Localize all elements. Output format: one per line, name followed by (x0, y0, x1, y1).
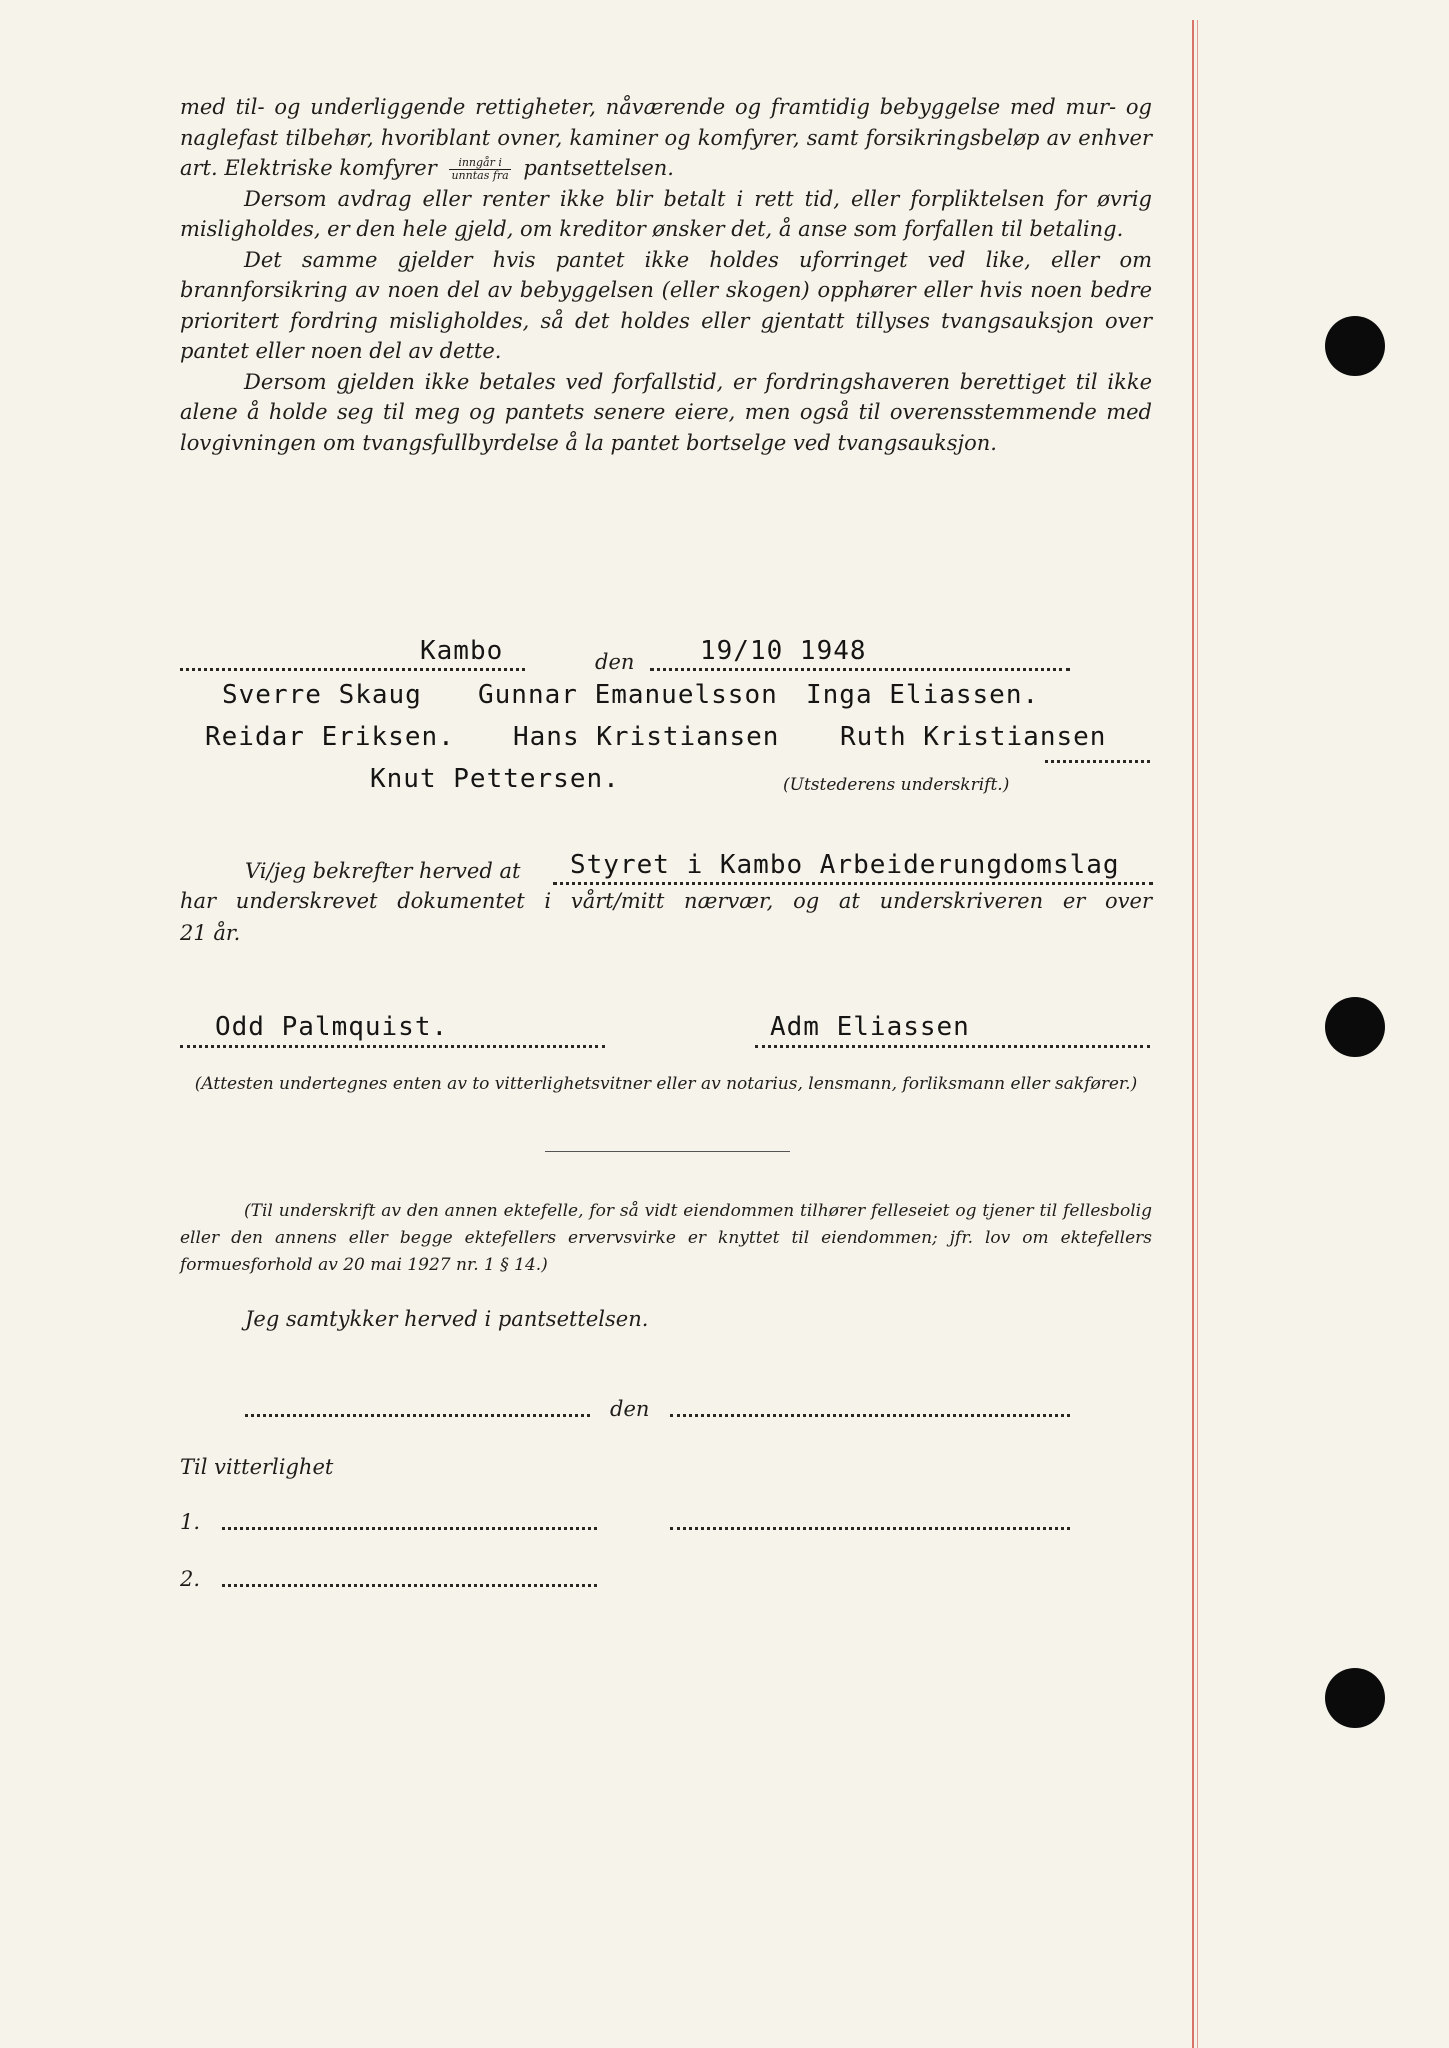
signer-1: Sverre Skaug (222, 680, 422, 710)
paragraph-forced-sale: Dersom gjelden ikke betales ved forfallstid, er fordringshaveren berettiget til ikke alene å holde seg til meg og pantets senere eiere, men også til overensstemmende med lovgivningen om tvangsfullbyrdelse å la pantet bortselge ved tvangsauksjon. (180, 369, 1152, 455)
witness-line-1a (222, 1527, 597, 1530)
punch-hole (1325, 316, 1385, 376)
witness-1-dotted-line (180, 1045, 605, 1048)
confirmation-prefix: Vi/jeg bekrefter herved at (245, 859, 521, 883)
confirmation-age: 21 år. (180, 921, 241, 945)
witness-line-2 (222, 1584, 597, 1587)
place-handwritten: Kambo (420, 636, 504, 666)
confirmation-dotted-line (553, 882, 1153, 885)
margin-line-secondary (1197, 20, 1198, 2048)
place-dotted-line (180, 668, 525, 671)
signature-dotted-line (1045, 760, 1150, 763)
margin-line (1192, 20, 1194, 2048)
paragraph-pledge-scope-text: med til- og underliggende rettigheter, nåværende og framtidig bebyggelse med mur- og naglefast tilbehør, hvoriblant ovner, kaminer og komfyrer, samt forsikringsbeløp av enhver art. Elektriske komfyrer (180, 95, 1152, 180)
witness-heading: Til vitterlighet (180, 1455, 334, 1479)
section-divider (545, 1151, 790, 1152)
witness-number-2: 2. (180, 1567, 201, 1591)
signer-4: Reidar Eriksen. (205, 722, 455, 752)
issuer-signature-caption: (Utstederens underskrift.) (783, 775, 1010, 795)
signer-7: Knut Pettersen. (370, 764, 620, 794)
spouse-note: (Til underskrift av den annen ektefelle, for så vidt eiendommen tilhører felleseiet og tjener til fellesbolig eller den annens eller begge ektefellers ervervsvirke er knyttet til eiendommen; jfr. lov om ektefellers formuesforhold av 20 mai 1927 nr. 1 § 14.) (180, 1201, 1152, 1275)
paragraph-default: Dersom avdrag eller renter ikke blir betalt i rett tid, eller forpliktelsen for øvrig misligholdes, er den hele gjeld, om kreditor ønsker det, å anse som forfallen til betaling. (180, 186, 1152, 241)
paragraph-pledge-scope (180, 92, 1152, 184)
included-excluded-fraction (449, 157, 510, 182)
witness-line-1b (670, 1527, 1070, 1530)
spouse-place-dotted-line (245, 1414, 590, 1417)
paragraph-pledge-scope-end: pantsettelsen. (523, 156, 674, 180)
punch-hole (1325, 1668, 1385, 1728)
confirmation-signed-by: Styret i Kambo Arbeiderungdomslag (570, 850, 1120, 880)
signer-5: Hans Kristiansen (513, 722, 780, 752)
fraction-bottom: unntas fra (451, 169, 509, 182)
confirmation-text: har underskrevet dokumentet i vårt/mitt nærvær, og at underskriveren er over (180, 889, 1152, 913)
witness-2-signature: Adm Eliassen (770, 1012, 970, 1042)
signer-2: Gunnar Emanuelsson (478, 680, 778, 710)
witness-number-1: 1. (180, 1510, 201, 1534)
attest-note: (Attesten undertegnes enten av to vitterlighetsvitner eller av notarius, lensmann, forliksmann eller sakfører.) (194, 1074, 1138, 1094)
witness-2-dotted-line (755, 1045, 1150, 1048)
den-label: den (595, 650, 635, 674)
fraction-top: inngår i (449, 157, 510, 170)
spouse-date-dotted-line (670, 1414, 1070, 1417)
body-text (180, 92, 1152, 458)
paragraph-insurance: Det samme gjelder hvis pantet ikke holdes uforringet ved like, eller om brannforsikring av noen del av bebyggelsen (eller skogen) opphører eller hvis noen bedre prioritert fordring misligholdes, så det holdes eller gjentatt tillyses tvangsauksjon over pantet eller noen del av dette. (180, 247, 1152, 363)
signer-6: Ruth Kristiansen (840, 722, 1107, 752)
date-handwritten: 19/10 1948 (700, 636, 867, 666)
spouse-den-label: den (610, 1397, 650, 1421)
spouse-consent: Jeg samtykker herved i pantsettelsen. (245, 1307, 649, 1331)
date-dotted-line (650, 668, 1070, 671)
witness-1-signature: Odd Palmquist. (215, 1012, 449, 1042)
signer-3: Inga Eliassen. (806, 680, 1040, 710)
punch-hole (1325, 997, 1385, 1057)
